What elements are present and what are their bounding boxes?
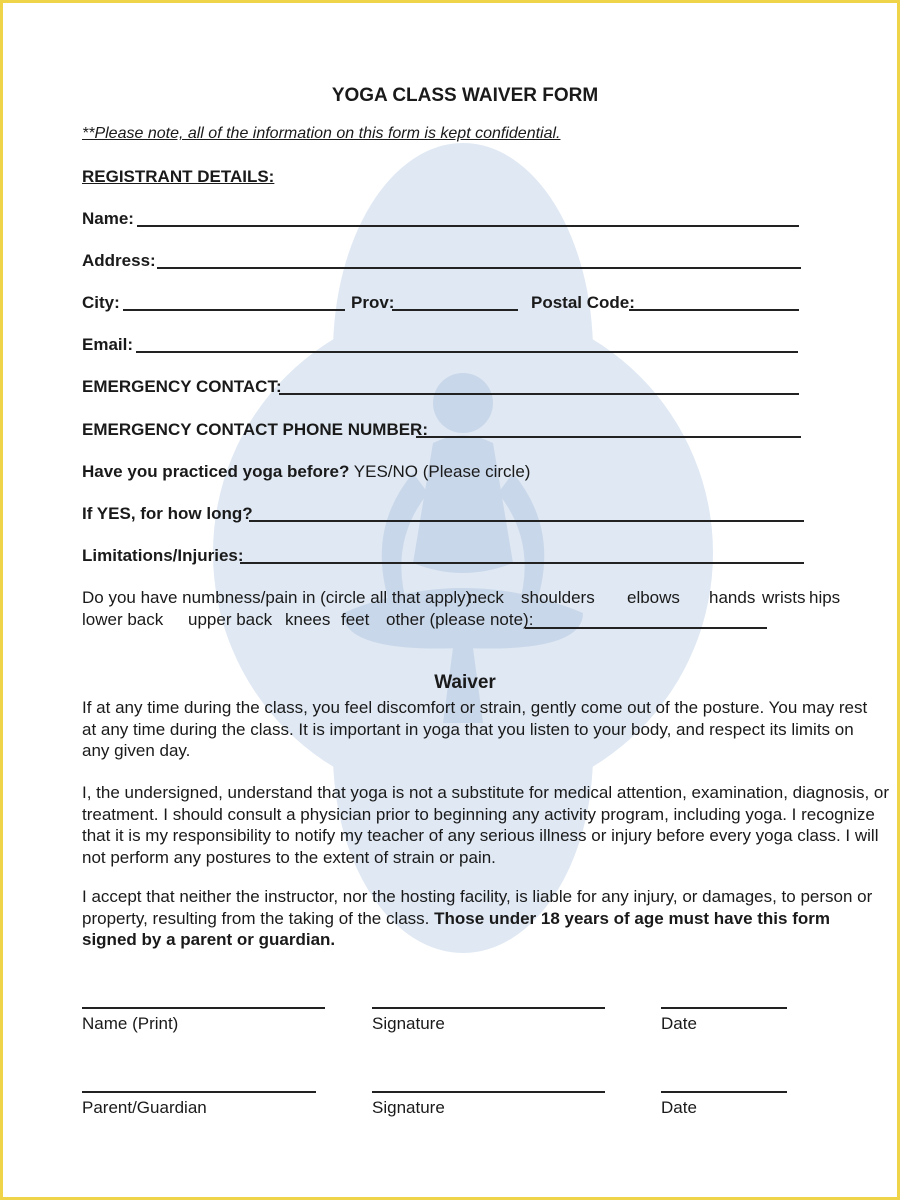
name-print-label: Name (Print) bbox=[82, 1014, 179, 1033]
waiver-p3-line: I accept that neither the instructor, nor the hosting facility, is liable for any injury, or damages, to person or bbox=[82, 887, 873, 906]
waiver-p1-line: If at any time during the class, you feel discomfort or strain, gently come out of the posture. You may rest bbox=[82, 698, 868, 717]
address-field[interactable] bbox=[157, 250, 801, 269]
option-shoulders[interactable]: shoulders bbox=[521, 588, 595, 607]
address-label: Address: bbox=[82, 251, 156, 270]
waiver-p2-line: that it is my responsibility to notify my teacher of any serious illness or injury before every yoga class. I will bbox=[82, 826, 879, 845]
date-line[interactable] bbox=[661, 1007, 787, 1009]
waiver-paragraph-3 bbox=[82, 886, 873, 951]
registrant-heading: REGISTRANT DETAILS: bbox=[82, 167, 275, 186]
option-feet[interactable]: feet bbox=[341, 610, 370, 629]
waiver-p3-line bbox=[82, 908, 852, 930]
postal-code-label: Postal Code: bbox=[531, 293, 635, 312]
city-field[interactable] bbox=[123, 292, 345, 311]
guardian-date-label: Date bbox=[661, 1098, 697, 1117]
option-neck[interactable]: neck bbox=[468, 588, 504, 607]
prov-label: Prov: bbox=[351, 293, 395, 312]
option-wrists[interactable]: wrists bbox=[762, 588, 806, 607]
guardian-signature-label: Signature bbox=[372, 1098, 445, 1117]
limitations-field[interactable] bbox=[240, 545, 804, 564]
option-upper-back[interactable]: upper back bbox=[188, 610, 273, 629]
option-other[interactable]: other (please note): bbox=[386, 610, 534, 629]
numbness-question: Do you have numbness/pain in (circle all that apply): bbox=[82, 588, 477, 607]
other-note-field[interactable] bbox=[525, 610, 767, 629]
emergency-phone-field[interactable] bbox=[416, 419, 801, 438]
practiced-yoga-question bbox=[82, 462, 530, 482]
waiver-p2-line: not perform any postures to the extent of strain or pain. bbox=[82, 847, 496, 867]
guardian-date-line[interactable] bbox=[661, 1091, 787, 1093]
waiver-p1-line: at any time during the class. It is important in yoga that you listen to your body, and respect its limits on bbox=[82, 719, 854, 739]
prov-field[interactable] bbox=[392, 292, 518, 311]
confidentiality-note: **Please note, all of the information on this form is kept confidential. bbox=[82, 125, 561, 142]
waiver-p3-line-bold: signed by a parent or guardian. bbox=[82, 930, 336, 949]
date-label: Date bbox=[661, 1014, 697, 1033]
email-label: Email: bbox=[82, 335, 134, 354]
waiver-p3-normal: property, resulting from the taking of the class. bbox=[82, 908, 435, 928]
name-field[interactable] bbox=[137, 208, 799, 227]
signature-line[interactable] bbox=[372, 1007, 605, 1009]
option-knees[interactable]: knees bbox=[285, 610, 331, 629]
postal-code-field[interactable] bbox=[629, 292, 799, 311]
parent-guardian-label: Parent/Guardian bbox=[82, 1098, 207, 1117]
waiver-heading: Waiver bbox=[434, 672, 496, 693]
name-print-line[interactable] bbox=[82, 1007, 325, 1009]
option-lower-back[interactable]: lower back bbox=[82, 610, 164, 629]
emergency-phone-label: EMERGENCY CONTACT PHONE NUMBER: bbox=[82, 420, 428, 439]
waiver-paragraph-2 bbox=[82, 782, 890, 868]
waiver-p1-line: any given day. bbox=[82, 741, 191, 760]
waiver-paragraph-1 bbox=[82, 697, 868, 762]
waiver-p2-line: treatment. I should consult a physician prior to beginning any activity program, including yoga. I recognize bbox=[82, 804, 875, 824]
emergency-contact-field[interactable] bbox=[279, 376, 799, 395]
limitations-label: Limitations/Injuries: bbox=[82, 546, 244, 565]
option-hips[interactable]: hips bbox=[809, 588, 841, 607]
emergency-contact-label: EMERGENCY CONTACT: bbox=[82, 377, 282, 396]
how-long-label: If YES, for how long? bbox=[82, 504, 253, 523]
practiced-yoga-label: Have you practiced yoga before? bbox=[82, 462, 350, 481]
option-elbows[interactable]: elbows bbox=[627, 588, 680, 607]
guardian-signature-line[interactable] bbox=[372, 1091, 605, 1093]
name-label: Name: bbox=[82, 209, 134, 228]
how-long-field[interactable] bbox=[249, 503, 804, 522]
signature-label: Signature bbox=[372, 1014, 445, 1033]
form-title: YOGA CLASS WAIVER FORM bbox=[331, 85, 599, 106]
city-label: City: bbox=[82, 293, 120, 312]
waiver-p3-bold: Those under 18 years of age must have this form bbox=[434, 908, 830, 928]
parent-guardian-line[interactable] bbox=[82, 1091, 316, 1093]
email-field[interactable] bbox=[136, 334, 798, 353]
yes-no-options[interactable]: YES/NO (Please circle) bbox=[349, 462, 531, 481]
waiver-p2-line: I, the undersigned, understand that yoga is not a substitute for medical attention, examination, diagnosis, or bbox=[82, 783, 890, 802]
option-hands[interactable]: hands bbox=[709, 588, 756, 607]
